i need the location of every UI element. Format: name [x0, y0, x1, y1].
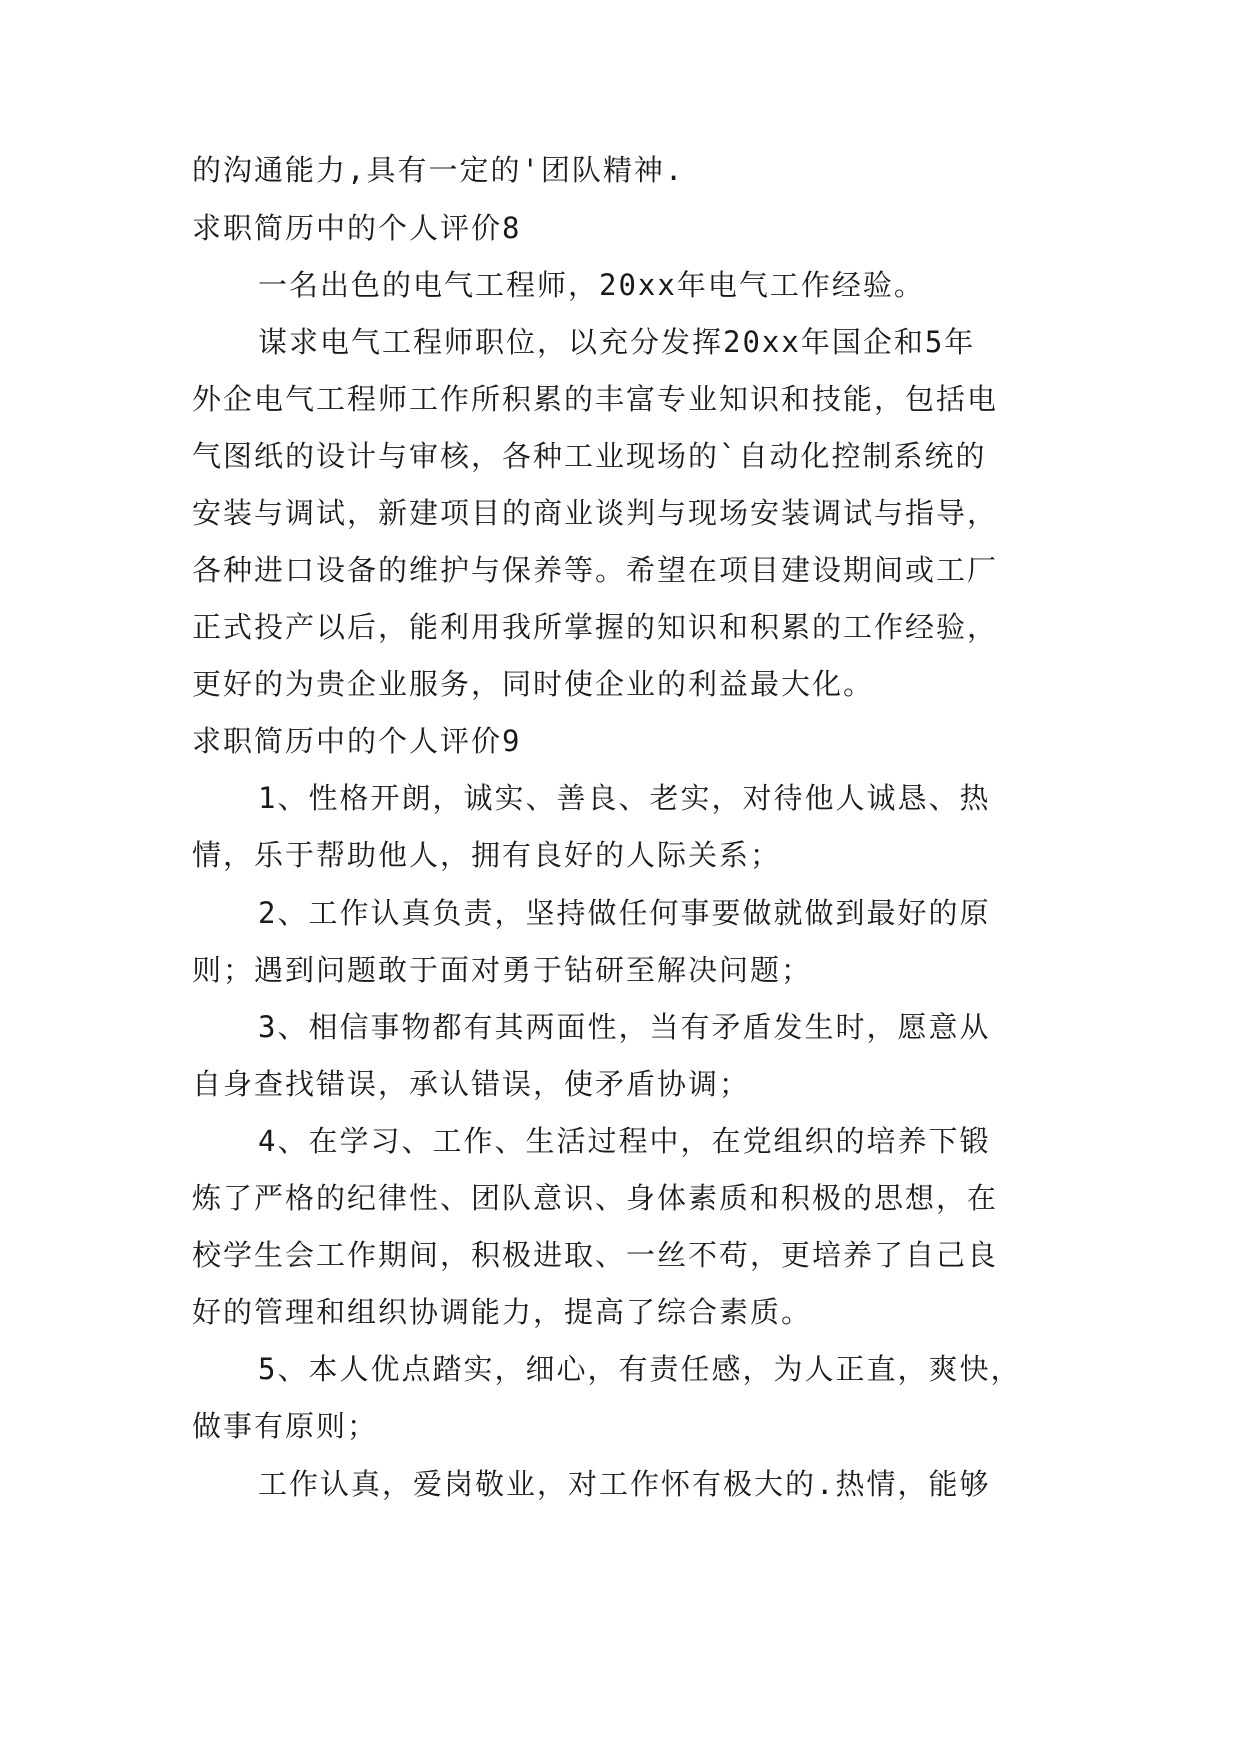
text-line: 情，乐于帮助他人，拥有良好的人际关系；: [192, 838, 782, 872]
text-line: 安装与调试，新建项目的商业谈判与现场安装调试与指导，: [192, 496, 999, 530]
text-line: 1、性格开朗，诚实、善良、老实，对待他人诚恳、热: [258, 781, 991, 815]
text-line: 一名出色的电气工程师，20xx年电气工作经验。: [258, 268, 925, 302]
section-heading: 求职简历中的个人评价9: [192, 724, 522, 758]
text-line: 更好的为贵企业服务，同时使企业的利益最大化。: [192, 667, 875, 701]
text-line: 好的管理和组织协调能力，提高了综合素质。: [192, 1295, 813, 1329]
text-line: 3、相信事物都有其两面性，当有矛盾发生时，愿意从: [258, 1010, 991, 1044]
text-line: 做事有原则；: [192, 1409, 379, 1443]
text-line: 各种进口设备的维护与保养等。希望在项目建设期间或工厂: [192, 553, 999, 587]
text-line: 气图纸的设计与审核，各种工业现场的`自动化控制系统的: [192, 439, 987, 473]
text-line: 外企电气工程师工作所积累的丰富专业知识和技能，包括电: [192, 382, 999, 416]
section-heading: 求职简历中的个人评价8: [192, 211, 522, 245]
text-line: 工作认真，爱岗敬业，对工作怀有极大的.热情，能够: [258, 1467, 991, 1501]
text-line: 5、本人优点踏实，细心，有责任感，为人正直，爽快，: [258, 1352, 1022, 1386]
text-line: 的沟通能力,具有一定的'团队精神.: [192, 153, 685, 187]
text-line: 谋求电气工程师职位，以充分发挥20xx年国企和5年: [258, 325, 976, 359]
text-line: 校学生会工作期间，积极进取、一丝不苟，更培养了自己良: [192, 1238, 999, 1272]
text-line: 自身查找错误，承认错误，使矛盾协调；: [192, 1067, 751, 1101]
text-line: 2、工作认真负责，坚持做任何事要做就做到最好的原: [258, 896, 991, 930]
text-line: 则；遇到问题敢于面对勇于钻研至解决问题；: [192, 953, 813, 987]
text-line: 炼了严格的纪律性、团队意识、身体素质和积极的思想，在: [192, 1181, 999, 1215]
text-line: 4、在学习、工作、生活过程中，在党组织的培养下锻: [258, 1124, 991, 1158]
text-line: 正式投产以后，能利用我所掌握的知识和积累的工作经验，: [192, 610, 999, 644]
